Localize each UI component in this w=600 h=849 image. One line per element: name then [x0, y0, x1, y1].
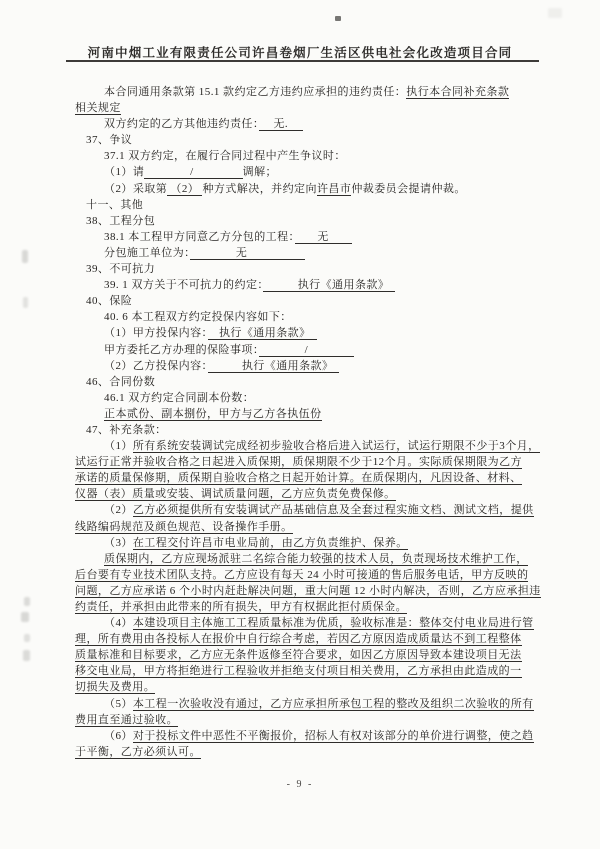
text-line [75, 728, 545, 744]
text-line [75, 454, 545, 470]
filled-in-text-segment: / [258, 343, 354, 356]
filled-in-text-segment: 无 [294, 230, 352, 243]
filled-in-text-segment: 质量标准和目标要求，乙方应无条件返修至符合要求，如因乙方原因导致本建设项目无法 [75, 649, 522, 662]
scan-artifact [21, 612, 29, 622]
text-segment: （5） [104, 697, 133, 710]
text-segment: （2） [104, 504, 133, 517]
text-line [75, 261, 545, 277]
text-line [75, 583, 545, 599]
text-line [75, 84, 545, 100]
text-segment: 双方约定的乙方其他违约责任： [104, 118, 259, 131]
scan-artifact [22, 250, 28, 263]
text-line [75, 245, 545, 261]
text-line [75, 422, 545, 438]
text-line [75, 164, 545, 180]
text-segment: （1）请 [104, 166, 145, 179]
header-divider [66, 60, 539, 62]
filled-in-text-segment: 乙方必须提供所有安装调试产品基础信息及全套过程实施文档、测试文档，提供 [132, 504, 534, 517]
text-line [75, 615, 545, 631]
filled-in-text-segment: 执行《通用条款》 [207, 359, 340, 372]
filled-in-text-segment: 移交电业局，甲方将拒绝进行工程验收并拒绝支付项目相关费用，乙方承担由此造成的一 [75, 665, 522, 678]
text-line [75, 374, 545, 390]
text-line [75, 358, 545, 374]
text-line [75, 342, 545, 358]
text-segment: 38、工程分包 [86, 214, 156, 227]
filled-in-text-segment: 执行《通用条款》 [207, 327, 317, 340]
filled-in-text-segment: 约责任，并承担由此带来的所有损失，甲方有权据此拒付质保金。 [75, 601, 408, 613]
text-line [75, 712, 545, 728]
text-line [75, 213, 545, 229]
text-line [75, 197, 545, 213]
text-line [75, 631, 545, 647]
text-line [75, 406, 545, 422]
text-line [75, 551, 545, 567]
text-line [75, 100, 545, 116]
text-segment: 分包施工单位为： [104, 246, 191, 259]
text-line [75, 744, 545, 760]
text-segment: （6） [104, 729, 133, 742]
filled-in-text-segment: 后台要有专业技术团队支持。乙方应设有每天 24 小时可接通的售后服务电话，甲方反映的 [75, 568, 529, 581]
text-line [75, 535, 545, 551]
text-segment: （4） [104, 617, 133, 630]
text-line [75, 567, 545, 583]
scan-artifact [23, 297, 28, 308]
text-line [75, 132, 545, 148]
filled-in-text-segment: 问题，乙方应承诺 6 个小时内赶赴解决问题，重大问题 12 小时内解决，否则，乙方应承担违 [75, 584, 541, 597]
text-segment: 37.1 双方约定，在履行合同过程中产生争议时： [104, 150, 346, 163]
contract-body [75, 84, 545, 760]
text-segment: （3） [104, 536, 133, 549]
filled-in-text-segment: 在工程交付许昌市电业局前，由乙方负责维护、保养。 [132, 536, 408, 549]
text-segment: 本合同通用条款第 15.1 款约定乙方违约应承担的违约责任： [104, 86, 407, 98]
text-segment: 47、补充条款： [86, 423, 167, 436]
text-segment: 调解； [242, 166, 277, 179]
text-line [75, 229, 545, 245]
filled-in-text-segment: 执行《通用条款》 [263, 279, 396, 292]
filled-in-text-segment: 许昌市 [316, 182, 352, 195]
text-segment: 38.1 本工程甲方同意乙方分包的工程： [104, 230, 295, 243]
filled-in-text-segment: 于平衡，乙方必须认可。 [75, 745, 201, 758]
filled-in-text-segment: 无 [190, 246, 305, 259]
text-line [75, 647, 545, 663]
text-line [75, 663, 545, 679]
text-line [75, 390, 545, 406]
text-line [75, 181, 545, 197]
text-segment: 40、保险 [86, 295, 133, 308]
filled-in-text-segment: 费用直至通过验收。 [75, 713, 179, 726]
filled-in-text-segment: 所有系统安装调试完成经初步验收合格后进入试运行，试运行期限不少于3个月， [132, 440, 540, 453]
filled-in-text-segment: 对于投标文件中恶性不平衡报价，招标人有权对该部分的单价进行调整，使之趋 [132, 729, 534, 742]
scan-artifact [24, 597, 30, 606]
text-segment: 种方式解决，并约定向 [202, 182, 317, 195]
filled-in-text-segment: 切损失及费用。 [75, 681, 156, 694]
filled-in-text-segment: 质保期内，乙方应现场派驻二名综合能力较强的技术人员，负责现场技术维护工作， [104, 552, 528, 565]
text-segment: 仲裁委员会提请仲裁。 [351, 182, 466, 195]
scan-artifact [335, 16, 341, 21]
filled-in-text-segment: 无. [258, 118, 303, 131]
text-segment: 46、合同份数 [86, 375, 156, 388]
page-header-title: 河南中烟工业有限责任公司许昌卷烟厂生活区供电社会化改造项目合同 [87, 46, 513, 60]
filled-in-text-segment: 理，所有费用由各投标人在报价中自行综合考虑，若因乙方原因造成质量达不到工程整体 [75, 633, 522, 646]
text-segment: 37、争议 [86, 134, 133, 147]
scan-artifact [548, 8, 562, 18]
text-segment: （2）乙方投保内容： [104, 359, 208, 372]
filled-in-text-segment: 承诺的质量保修期，质保期自验收合格之日起开始计算。在质保期内，凡因设备、材料、 [75, 472, 522, 485]
page-number: - 9 - [286, 779, 314, 790]
text-segment: （1）甲方投保内容： [104, 327, 208, 340]
scan-artifact [23, 650, 30, 661]
text-segment: （1） [104, 440, 133, 453]
text-line [75, 470, 545, 486]
text-line [75, 438, 545, 454]
text-line [75, 293, 545, 309]
filled-in-text-segment: （2） [167, 182, 203, 195]
text-segment: 39. 1 双方关于不可抗力的约定： [104, 279, 264, 292]
text-line [75, 519, 545, 535]
text-segment: 甲方委托乙方办理的保险事项： [104, 343, 259, 356]
text-segment: 十一、其他 [86, 198, 144, 211]
filled-in-text-segment: 本建设项目主体施工工程质量标准为优质，验收标准是：整体交付电业局进行管 [132, 617, 534, 630]
filled-in-text-segment: 相关规定 [75, 102, 121, 115]
text-segment: 40. 6 本工程双方约定投保内容如下： [104, 311, 292, 324]
filled-in-text-segment: 试运行正常并验收合格之日起进入质保期，质保期限不少于12个月。实际质保期限为乙方 [75, 456, 522, 469]
text-segment: （2）采取第 [104, 182, 168, 195]
text-line [75, 679, 545, 695]
text-line [75, 325, 545, 341]
filled-in-text-segment: 执行本合同补充条款 [406, 86, 510, 98]
text-line [75, 486, 545, 502]
filled-in-text-segment: 正本贰份、副本捌份，甲方与乙方各执伍份 [104, 407, 322, 420]
filled-in-text-segment: / [144, 166, 243, 179]
text-line [75, 309, 545, 325]
text-line [75, 277, 545, 293]
text-segment: 46.1 双方约定合同副本份数： [104, 391, 255, 404]
scan-artifact [24, 634, 30, 642]
text-segment: 39、不可抗力 [86, 263, 156, 276]
text-line [75, 148, 545, 164]
text-line [75, 696, 545, 712]
text-line [75, 502, 545, 518]
text-line [75, 599, 545, 615]
filled-in-text-segment: 线路编码规范及颜色规范、设备操作手册。 [75, 520, 293, 533]
filled-in-text-segment: 本工程一次验收没有通过，乙方应承担所承包工程的整改及组织二次验收的所有 [132, 697, 534, 710]
text-line [75, 116, 545, 132]
filled-in-text-segment: 仪器（表）质量或安装、调试质量问题，乙方应负责免费保修。 [75, 488, 396, 501]
